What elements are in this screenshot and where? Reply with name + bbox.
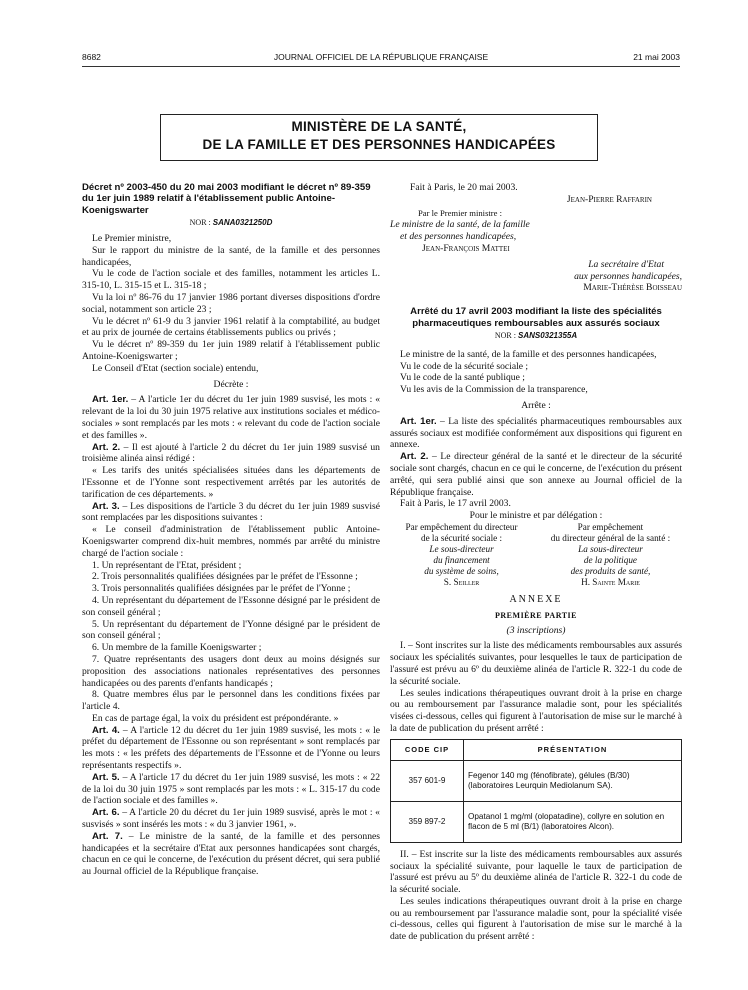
cip-code: 357 601-9: [391, 760, 464, 801]
inscriptions-count: (3 inscriptions): [506, 624, 566, 636]
table-row: [391, 760, 682, 801]
minister-title-2: et des personnes handicapées,: [400, 231, 517, 243]
signature-place-date: Fait à Paris, le 20 mai 2003.: [410, 182, 518, 193]
article-paragraph: [82, 642, 380, 654]
signature-line: Le sous-directeur: [429, 543, 494, 554]
table-header-row: [391, 739, 682, 760]
right-column: [390, 182, 682, 943]
decree-articles: [82, 394, 380, 878]
by-prime-minister: Par le Premier ministre :: [418, 207, 503, 218]
visa-paragraph: Vu le code de l'action sociale et des familles, notamment les articles L. 315-10, L. 315-15 et L. 315-18 ;: [82, 268, 380, 292]
presentation: Fegenor 140 mg (fénofibrate), gélules (B/30) (laboratoires Leurquin Mediolanum SA).: [464, 760, 682, 801]
visa-paragraph: Vu la loi nº 86-76 du 17 janvier 1986 portant diverses dispositions d'ordre social, notamment son article 23 ;: [82, 292, 380, 315]
ministry-heading-box: [160, 114, 598, 161]
article-label: Art. 7.: [92, 830, 123, 842]
article-paragraph: [82, 619, 380, 643]
nor-code: SANS0321355A: [517, 330, 578, 340]
decrete-heading: Décrète :: [213, 378, 249, 390]
article-text: – La liste des spécialités pharmaceutiques remboursables aux assurés sociaux est modifiée conformément aux dispositions qui figurent en annexe.: [390, 415, 682, 451]
signature-line: H. Sainte Marie: [581, 576, 640, 587]
article-paragraph: [82, 442, 380, 466]
article-paragraph: [82, 772, 380, 807]
secretary-title-2: aux personnes handicapées,: [574, 270, 682, 282]
article-paragraph: [82, 595, 380, 619]
visa-paragraph: Vu le code de la sécurité sociale ;: [400, 360, 529, 372]
article-paragraph: [82, 394, 380, 441]
visa-paragraph: Sur le rapport du ministre de la santé, de la famille et des personnes handicapées,: [82, 244, 380, 268]
journal-title: JOURNAL OFFICIEL DE LA RÉPUBLIQUE FRANÇAISE: [273, 52, 489, 62]
section-2-text: II. – Est inscrite sur la liste des médicaments remboursables aux assurés sociaux la spécialité suivante, pour laquelle le taux de participation de l'assuré est prévu au 5º du deuxième alinéa de l'article R. 322-1 du code de la sécurité sociale.: [390, 848, 682, 896]
visa-paragraph: Le Premier ministre,: [92, 233, 172, 245]
minister-name: Jean-François Mattei: [422, 242, 510, 254]
for-minister-delegation: Pour le ministre et par délégation :: [469, 510, 603, 522]
article-paragraph: [82, 831, 380, 878]
article-text: « Le conseil d'administration de l'établissement public Antoine-Koenigswarter comprend dix-huit membres, nommés par arrêté du ministre chargé de l'action sociale :: [82, 524, 380, 559]
signature-line: Par empêchement: [577, 521, 644, 532]
article-paragraph: [82, 654, 380, 689]
article-text: – Le directeur général de la santé et le directeur de la sécurité sociale sont chargés, chacun en ce qui le concerne, de l'exécution du présent arrêté, qui sera publié ainsi que son annexe au Journal officiel de la République française.: [390, 451, 682, 498]
visa-paragraph: Vu le code de la santé publique ;: [400, 372, 525, 384]
signature-line: du financement: [433, 554, 490, 565]
article-paragraph: [82, 524, 380, 559]
article-paragraph: [82, 807, 380, 831]
article-label: Art. 1er.: [92, 394, 129, 406]
column-header-presentation: PRÉSENTATION: [464, 739, 682, 760]
article-text: – Il est ajouté à l'article 2 du décret du 1er juin 1989 susvisé un troisième alinéa ainsi rédigé :: [82, 441, 380, 465]
visa-paragraph: Le Conseil d'Etat (section sociale) entendu,: [92, 362, 259, 374]
arrete-title: Arrêté du 17 avril 2003 modifiant la liste des spécialités pharmaceutiques remboursables aux assurés sociaux: [410, 306, 662, 329]
decree-nor: [82, 217, 380, 229]
indications-1-text: Les seules indications thérapeutiques ouvrant droit à la prise en charge ou au remboursement par l'assurance maladie sont, pour les spécialités visées ci-dessous, celles qui figurent à l'autorisation de mise sur le marché à la date de publication du présent arrêté :: [390, 687, 682, 734]
article-label: Art. 1er.: [400, 415, 437, 427]
article-paragraph: [390, 416, 682, 451]
article-label: Art. 6.: [92, 807, 120, 819]
article-text: En cas de partage égal, la voix du président est prépondérante. »: [92, 712, 339, 724]
article-paragraph: [82, 713, 380, 725]
decree-visas: [82, 233, 380, 375]
article-label: Art. 5.: [92, 771, 120, 783]
article-paragraph: [82, 465, 380, 500]
signature-line: des produits de santé,: [570, 565, 651, 576]
signature-line: du directeur général de la santé :: [550, 532, 671, 543]
article-paragraph: [82, 725, 380, 772]
signature-left: [390, 522, 533, 588]
issue-date: 21 mai 2003: [633, 52, 680, 62]
signer-name: Jean-Pierre Raffarin: [566, 193, 652, 205]
article-text: 3. Trois personnalités qualifiées désignées par le préfet de l'Yonne ;: [92, 583, 351, 595]
signature-line: Par empêchement du directeur: [405, 521, 518, 532]
cip-code: 359 897-2: [391, 801, 464, 842]
nor-code: SANA0321250D: [212, 218, 273, 228]
signature-line: S. Seiller: [443, 576, 480, 587]
signature-line: La sous-directeur: [578, 543, 643, 554]
visa-paragraph: Vu les avis de la Commission de la transparence,: [400, 384, 588, 396]
decree-title: Décret nº 2003-450 du 20 mai 2003 modifiant le décret nº 89-359 du 1er juin 1989 relatif à l'établissement public Antoine-Koenigswarter: [82, 182, 371, 216]
section-1-text: I. – Sont inscrites sur la liste des médicaments remboursables aux assurés sociaux les spécialités suivantes, pour lesquelles le taux de participation de l'assuré est prévu au 6º du deuxième alinéa de l'article R. 322-1 du code de la sécurité sociale.: [390, 640, 682, 687]
article-text: – A l'article 17 du décret du 1er juin 1989 susvisé, les mots : « 22 de la loi du 30 juin 1975 » sont remplacés par les mots : « L. 315-17 du code de l'action sociale et des familles ».: [82, 771, 380, 807]
article-text: 7. Quatre représentants des usagers dont deux au moins désignés sur proposition des associations nationales représentatives des personnes handicapées ou des parents d'enfants handicapés ;: [82, 653, 380, 689]
article-text: – A l'article 20 du décret du 1er juin 1989 susvisé, après le mot : « susvisés » sont insérés les mots : « du 3 janvier 1961, ».: [82, 807, 380, 831]
ministry-line-1: MINISTÈRE DE LA SANTÉ,: [291, 119, 467, 134]
arrete-nor: [390, 330, 682, 342]
visa-paragraph: Vu le décret nº 89-359 du 1er juin 1989 relatif à l'établissement public Antoine-Koenigswarter ;: [82, 339, 380, 362]
article-text: 5. Un représentant du département de l'Yonne désigné par le président de son conseil général ;: [82, 618, 380, 642]
signature-right: [539, 522, 682, 588]
article-text: 2. Trois personnalités qualifiées désignées par le préfet de l'Essonne ;: [92, 571, 358, 583]
arrete-signatures: [390, 522, 682, 588]
article-text: 1. Un représentant de l'Etat, président ;: [92, 559, 242, 571]
arrete-articles: [390, 416, 682, 499]
signature-line: du système de soins,: [424, 565, 499, 576]
article-text: – Le ministre de la santé, de la famille et des personnes handicapées et la secrétaire d'Etat aux personnes handicapées sont chargés, chacun en ce qui le concerne, de l'exécution du présent décret, qui sera publié au Journal officiel de la République française.: [82, 830, 380, 878]
running-header: [82, 52, 680, 66]
article-text: 4. Un représentant du département de l'Essonne désigné par le président de son conseil général ;: [82, 594, 380, 618]
table-row: [391, 801, 682, 842]
article-label: Art. 4.: [92, 724, 120, 736]
article-text: – A l'article 12 du décret du 1er juin 1989 susvisé, les mots : « le préfet du département de l'Essonne ou son représentant » sont remplacés par les mots : « les préfets des départements de l'Essonne et de l'Yonne ou leurs représentants respectifs ».: [82, 724, 380, 772]
indications-2-text: Les seules indications thérapeutiques ouvrant droit à la prise en charge ou au remboursement par l'assurance maladie sont, pour la spécialité visée ci-dessous, celles qui figurent à l'autorisation de mise sur le marché à la date de publication du présent arrêté :: [390, 895, 682, 943]
article-paragraph: [82, 583, 380, 595]
ministry-line-2: DE LA FAMILLE ET DES PERSONNES HANDICAPÉES: [202, 137, 556, 152]
header-rule: [82, 66, 680, 67]
nor-label: NOR :: [494, 330, 516, 340]
nor-label: NOR :: [189, 218, 211, 228]
column-header-code: CODE CIP: [391, 739, 464, 760]
article-text: 6. Un membre de la famille Koenigswarter ;: [92, 642, 262, 654]
visa-paragraph: Vu le décret nº 61-9 du 3 janvier 1961 relatif à la comptabilité, au budget et au prix de journée de certains établissements publics ou privés ;: [82, 315, 380, 339]
minister-title-1: Le ministre de la santé, de la famille: [390, 219, 530, 231]
article-paragraph: [390, 451, 682, 498]
article-label: Art. 2.: [92, 441, 121, 453]
article-paragraph: [82, 560, 380, 572]
article-text: 8. Quatre membres élus par le personnel dans les conditions fixées par l'article 4.: [82, 689, 380, 713]
article-paragraph: [82, 689, 380, 713]
signature-line: de la politique: [583, 554, 637, 565]
article-text: – A l'article 1er du décret du 1er juin 1989 susvisé, les mots : « relevant de la loi du 30 juin 1975 relative aux institutions sociales et médico-sociales » sont remplacés par les mots : « relevant du code de l'action sociale et des familles ».: [82, 394, 380, 441]
article-paragraph: [82, 501, 380, 525]
secretary-title-1: La secrétaire d'Etat: [588, 258, 664, 270]
arrete-heading: Arrête :: [521, 399, 551, 411]
secretary-name: Marie-Thérèse Boisseau: [583, 282, 682, 294]
signature-line: de la sécurité sociale :: [420, 532, 503, 543]
arrete-visas: [390, 349, 682, 396]
arrete-place-date: Fait à Paris, le 17 avril 2003.: [400, 498, 511, 510]
article-label: Art. 3.: [92, 500, 120, 512]
article-label: Art. 2.: [400, 451, 429, 463]
annexe-heading: ANNEXE: [509, 593, 563, 605]
article-text: « Les tarifs des unités spécialisées situées dans les départements de l'Essonne et de l'Yonne sont respectivement arrêtés par les autorités de tarification de ces départements. »: [82, 465, 380, 500]
cip-table: [390, 739, 682, 843]
article-paragraph: [82, 571, 380, 583]
visa-paragraph: Le ministre de la santé, de la famille et des personnes handicapées,: [400, 348, 657, 360]
left-column: [82, 182, 380, 878]
premiere-partie-heading: PREMIÈRE PARTIE: [495, 610, 577, 620]
page-number: 8682: [82, 52, 101, 62]
presentation: Opatanol 1 mg/ml (olopatadine), collyre en solution en flacon de 5 ml (B/1) (laboratoires Alcon).: [464, 801, 682, 842]
article-text: – Les dispositions de l'article 3 du décret du 1er juin 1989 susvisé sont remplacées par les dispositions suivantes :: [82, 500, 380, 524]
